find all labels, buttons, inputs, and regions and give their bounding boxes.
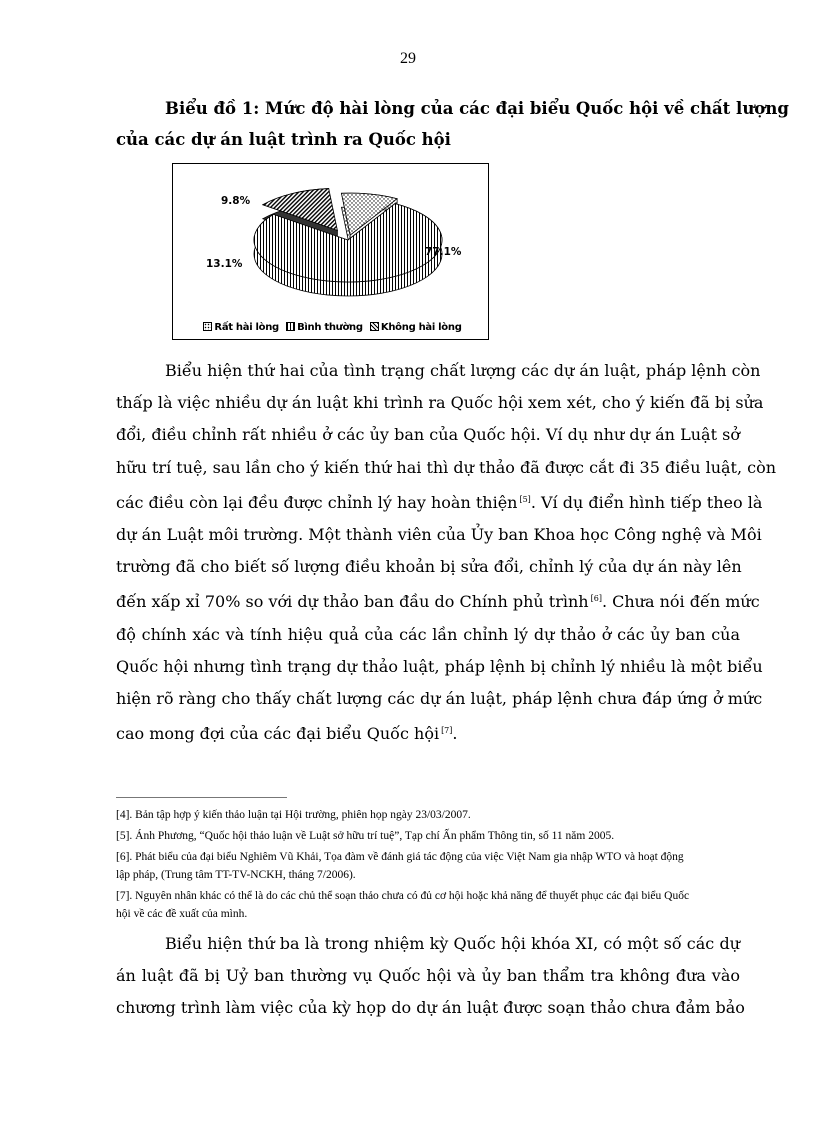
page-number: 29	[400, 50, 416, 67]
text-line: hữu trí tuệ, sau lần cho ý kiến thứ hai thì dự thảo đã được cắt đi 35 điều luật, còn	[116, 457, 777, 477]
footnote-7	[116, 887, 742, 923]
caption-line: Biểu đồ 1: Mức độ hài lòng của các đại biểu Quốc hội về chất lượng	[165, 99, 789, 118]
footnote-ref[interactable]: [7]	[441, 726, 453, 736]
text-line: đổi, điều chỉnh rất nhiều ở các ủy ban của Quốc hội. Ví dụ như dự án Luật sở	[116, 425, 740, 445]
text-span: . Chưa nói đến mức	[601, 592, 760, 612]
text-line: Biểu hiện thứ ba là trong nhiệm kỳ Quốc hội khóa XI, có một số các dự	[165, 934, 740, 953]
caption-line: của các dự án luật trình ra Quốc hội	[116, 130, 451, 149]
text-span: .	[452, 724, 458, 744]
data-label-rat-hai-long: 9.8%	[221, 195, 251, 207]
text-line: trường đã cho biết số lượng điều khoản bị sửa đổi, chỉnh lý của dự án này lên	[116, 557, 742, 577]
footnote-ref[interactable]: [5]	[519, 494, 531, 504]
text-line: hiện rõ ràng cho thấy chất lượng các dự án luật, pháp lệnh chưa đáp ứng ở mức	[116, 689, 763, 709]
data-label-khong-hai-long: 13.1%	[206, 258, 243, 270]
pie-chart	[172, 163, 489, 340]
chart-caption	[116, 93, 789, 155]
text-line: án luật đã bị Uỷ ban thường vụ Quốc hội và ủy ban thẩm tra không đưa vào	[116, 966, 740, 986]
pie-chart-svg	[173, 164, 488, 339]
footnote-6	[116, 848, 742, 884]
footnote-line: [4]. Bản tập hợp ý kiến thảo luận tại Hội trường, phiên họp ngày 23/03/2007.	[116, 809, 471, 821]
footnotes	[116, 806, 742, 926]
text-line: dự án Luật môi trường. Một thành viên của Ủy ban Khoa học Công nghệ và Môi	[116, 525, 762, 545]
text-line: độ chính xác và tính hiệu quả của các lần chỉnh lý dự thảo ở các ủy ban của	[116, 624, 740, 644]
legend-swatch-stripes-icon	[286, 322, 295, 331]
text-span: các điều còn lại đều được chỉnh lý hay hoàn thiện	[116, 492, 518, 512]
legend-swatch-checker-icon	[370, 322, 379, 331]
footnote-4	[116, 806, 742, 824]
footnote-line: [5]. Ánh Phương, “Quốc hội thảo luận về Luật sở hữu trí tuệ”, Tạp chí Ấn phẩm Thông tin, số 11 năm 2005.	[116, 830, 615, 842]
footnote-separator	[116, 797, 287, 798]
legend-label: Rất hài lòng	[214, 322, 279, 333]
chart-legend	[173, 322, 488, 333]
text-span: đến xấp xỉ 70% so với dự thảo ban đầu do Chính phủ trình	[116, 592, 589, 612]
text-line: thấp là việc nhiều dự án luật khi trình ra Quốc hội xem xét, cho ý kiến đã bị sửa	[116, 393, 764, 413]
text-line	[116, 484, 763, 519]
footnote-line: hội về các đề xuất của mình.	[116, 908, 248, 920]
footnote-line: [6]. Phát biểu của đại biểu Nghiêm Vũ Khải, Tọa đàm về đánh giá tác động của việc Việt Nam gia nhập WTO và hoạt động	[116, 851, 684, 863]
footnote-line: lập pháp, (Trung tâm TT-TV-NCKH, tháng 7/2006).	[116, 869, 356, 881]
text-line	[116, 583, 760, 618]
legend-swatch-dots-icon	[203, 322, 212, 331]
text-line: Biểu hiện thứ hai của tình trạng chất lượng các dự án luật, pháp lệnh còn	[165, 361, 761, 380]
text-line	[116, 715, 740, 750]
footnote-line: [7]. Nguyên nhân khác có thể là do các chủ thể soạn thảo chưa có đủ cơ hội hoặc khả năng để thuyết phục các đại biểu Quốc	[116, 890, 690, 902]
footnote-5	[116, 827, 742, 845]
text-line: chương trình làm việc của kỳ họp do dự án luật được soạn thảo chưa đảm bảo	[116, 998, 745, 1018]
legend-label: Bình thường	[297, 322, 363, 333]
text-span: . Ví dụ điển hình tiếp theo là	[530, 492, 763, 512]
text-line: Quốc hội nhưng tình trạng dự thảo luật, pháp lệnh bị chỉnh lý nhiều là một biểu	[116, 656, 763, 676]
footnote-ref[interactable]: [6]	[590, 594, 602, 604]
paragraph-2	[116, 928, 745, 1025]
paragraph-1	[116, 355, 777, 750]
legend-label: Không hài lòng	[380, 322, 462, 333]
data-label-binh-thuong: 77.1%	[425, 246, 462, 258]
text-span: cao mong đợi của các đại biểu Quốc hội	[116, 724, 440, 744]
